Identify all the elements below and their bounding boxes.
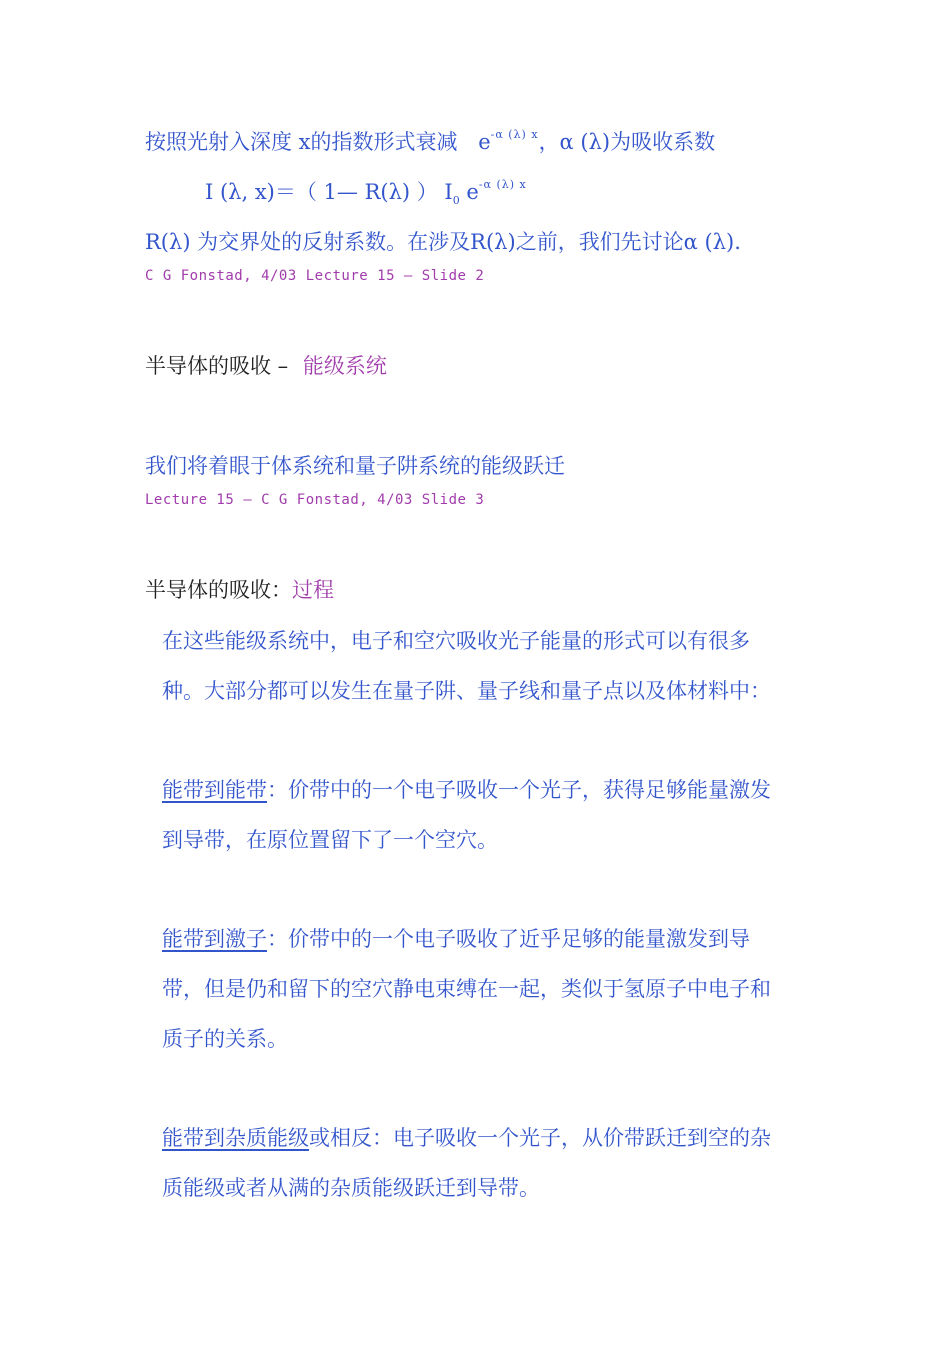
focus-line: 我们将着眼于体系统和量子阱系统的能级跃迁 xyxy=(145,454,565,478)
section-heading-prefix: 半导体的吸收： xyxy=(145,578,292,602)
item-band-to-band xyxy=(162,774,771,804)
item-term: 能带到杂质能级 xyxy=(162,1126,309,1150)
item-band-to-impurity xyxy=(162,1122,771,1152)
item-term: 能带到激子 xyxy=(162,927,267,951)
decay-text: 按照光射入深度 x的指数形式衰减 xyxy=(145,130,458,154)
item-band-to-impurity-line-2: 质能级或者从满的杂质能级跃迁到导带。 xyxy=(162,1176,540,1200)
intro-line-2: 种。大部分都可以发生在量子阱、量子线和量子点以及体材料中： xyxy=(162,679,771,703)
absorption-decay-line xyxy=(145,126,715,156)
slide-credit-2: C G Fonstad, 4/03 Lecture 15 — Slide 2 xyxy=(145,268,485,284)
item-text: ：电子吸收一个光子，从价带跃迁到空的杂 xyxy=(372,1126,771,1150)
section-heading-highlight: 能级系统 xyxy=(302,354,387,378)
section-heading-prefix: 半导体的吸收 – xyxy=(145,354,289,378)
item-term: 能带到能带 xyxy=(162,778,267,802)
reflection-coefficient-line: R(λ) 为交界处的反射系数。在涉及R(λ)之前，我们先讨论α (λ). xyxy=(145,230,741,254)
item-text: ：价带中的一个电子吸收一个光子，获得足够能量激发 xyxy=(267,778,771,802)
intro-line-1: 在这些能级系统中，电子和空穴吸收光子能量的形式可以有很多 xyxy=(162,629,750,653)
slide-credit-3: Lecture 15 — C G Fonstad, 4/03 Slide 3 xyxy=(145,492,485,508)
item-term-suffix: 或相反 xyxy=(309,1126,372,1150)
exp-base: e xyxy=(478,130,491,154)
intensity-formula xyxy=(205,176,527,206)
item-band-to-exciton xyxy=(162,923,750,953)
item-band-to-exciton-line-2: 带，但是仍和留下的空穴静电束缚在一起，类似于氢原子中电子和 xyxy=(162,977,771,1001)
section-heading-highlight: 过程 xyxy=(292,578,334,602)
item-text: ：价带中的一个电子吸收了近乎足够的能量激发到导 xyxy=(267,927,750,951)
section-heading-energy-levels xyxy=(145,350,387,380)
formula-superscript: -α (λ) x xyxy=(478,178,527,191)
item-band-to-exciton-line-3: 质子的关系。 xyxy=(162,1027,288,1051)
formula-lhs: I (λ, x)＝（ 1— R(λ) ） I xyxy=(205,180,453,204)
decay-tail: ，α (λ)为吸收系数 xyxy=(538,130,716,154)
exp-superscript: -α (λ) x xyxy=(490,128,539,141)
formula-base: e xyxy=(459,180,479,204)
section-heading-process xyxy=(145,574,334,604)
formula-subscript: 0 xyxy=(452,194,460,207)
item-band-to-band-line-2: 到导带，在原位置留下了一个空穴。 xyxy=(162,828,498,852)
